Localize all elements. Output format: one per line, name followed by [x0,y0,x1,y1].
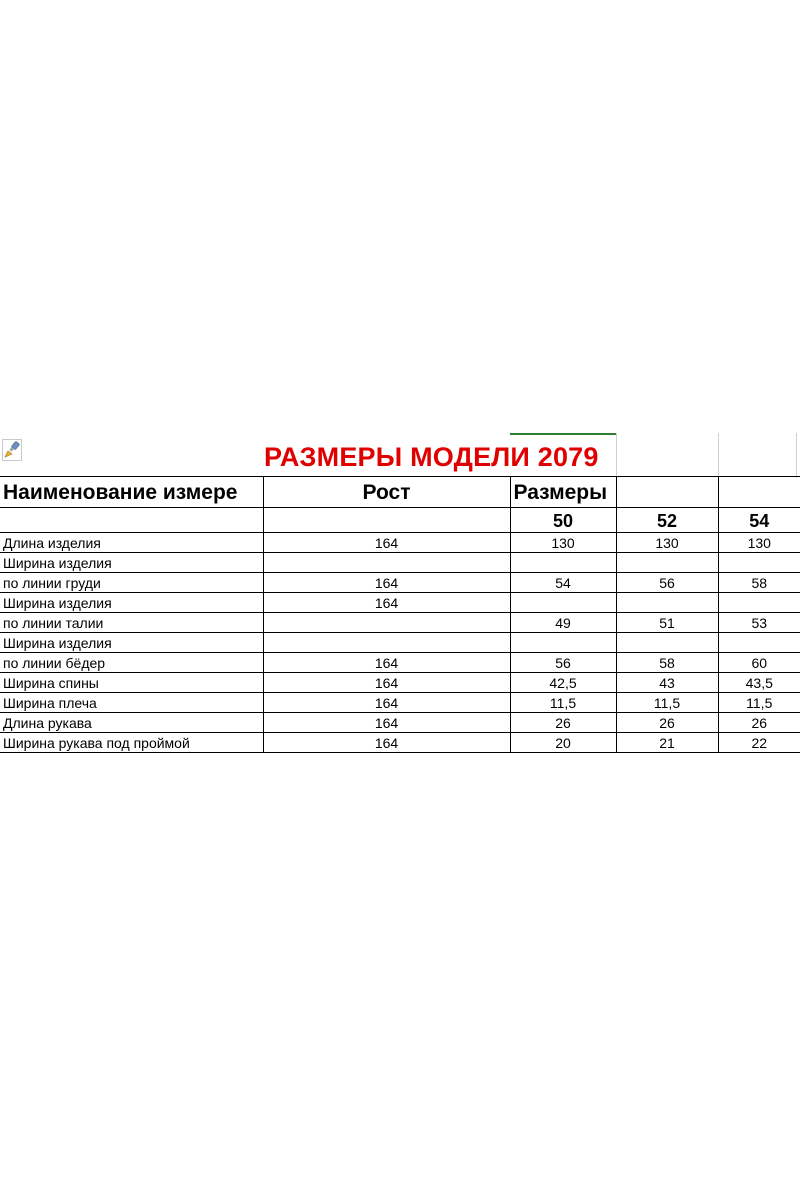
header-empty-cell [616,477,718,508]
row-name-cell: Ширина рукава под проймой [0,733,263,753]
row-name-cell: по линии бёдер [0,653,263,673]
table-row [0,653,800,673]
active-cell-border [510,433,616,435]
row-name-cell: Ширина изделия [0,593,263,613]
row-size-50-cell [510,593,616,613]
row-name-cell: по линии груди [0,573,263,593]
row-size-50-cell: 54 [510,573,616,593]
row-name-cell: Ширина изделия [0,633,263,653]
row-height-cell: 164 [263,653,510,673]
row-name-cell: Ширина спины [0,673,263,693]
row-height-cell [263,633,510,653]
row-size-50-cell: 56 [510,653,616,673]
row-size-54-cell: 58 [718,573,800,593]
table-row [0,633,800,653]
row-height-cell: 164 [263,593,510,613]
row-size-52-cell: 130 [616,533,718,553]
row-height-cell: 164 [263,573,510,593]
empty-cell [263,508,510,533]
row-size-54-cell: 11,5 [718,693,800,713]
row-size-50-cell: 42,5 [510,673,616,693]
page-title: РАЗМЕРЫ МОДЕЛИ 2079 [264,442,599,472]
size-table [0,476,800,753]
gridline [718,433,719,478]
row-size-52-cell: 11,5 [616,693,718,713]
row-height-cell: 164 [263,733,510,753]
row-size-50-cell [510,553,616,573]
size-header-row [0,508,800,533]
table-row [0,693,800,713]
row-size-54-cell [718,593,800,613]
row-size-52-cell [616,593,718,613]
table-row [0,593,800,613]
size-header-54: 54 [718,508,800,533]
row-size-50-cell: 11,5 [510,693,616,713]
row-name-cell: Длина рукава [0,713,263,733]
table-row [0,733,800,753]
column-header-height: Рост [263,477,510,508]
row-size-52-cell: 56 [616,573,718,593]
gridline [796,433,797,478]
row-size-50-cell: 49 [510,613,616,633]
row-name-cell: Ширина изделия [0,553,263,573]
row-name-cell: Ширина плеча [0,693,263,713]
row-height-cell [263,553,510,573]
table-row [0,713,800,733]
format-painter-icon[interactable] [2,439,22,461]
header-row [0,477,800,508]
row-size-52-cell: 51 [616,613,718,633]
table-row [0,553,800,573]
row-height-cell: 164 [263,693,510,713]
row-size-54-cell: 22 [718,733,800,753]
row-size-54-cell: 53 [718,613,800,633]
row-size-52-cell [616,633,718,653]
table-row [0,533,800,553]
row-size-52-cell [616,553,718,573]
row-size-52-cell: 43 [616,673,718,693]
row-size-54-cell: 43,5 [718,673,800,693]
column-header-name: Наименование измере [0,477,263,508]
row-name-cell: по линии талии [0,613,263,633]
row-size-50-cell: 130 [510,533,616,553]
row-size-54-cell: 130 [718,533,800,553]
row-size-54-cell [718,633,800,653]
size-header-50: 50 [510,508,616,533]
table-row [0,613,800,633]
table-row [0,673,800,693]
row-height-cell [263,613,510,633]
row-name-cell: Длина изделия [0,533,263,553]
row-size-50-cell: 20 [510,733,616,753]
size-header-52: 52 [616,508,718,533]
row-size-50-cell: 26 [510,713,616,733]
table-body [0,533,800,753]
row-size-54-cell: 26 [718,713,800,733]
row-size-54-cell [718,553,800,573]
table-row [0,573,800,593]
row-height-cell: 164 [263,673,510,693]
row-height-cell: 164 [263,713,510,733]
row-size-50-cell [510,633,616,653]
column-header-sizes: Размеры [510,477,616,508]
row-size-54-cell: 60 [718,653,800,673]
row-size-52-cell: 58 [616,653,718,673]
empty-cell [0,508,263,533]
spreadsheet-area [0,433,800,763]
header-empty-cell [718,477,800,508]
row-height-cell: 164 [263,533,510,553]
row-size-52-cell: 21 [616,733,718,753]
row-size-52-cell: 26 [616,713,718,733]
